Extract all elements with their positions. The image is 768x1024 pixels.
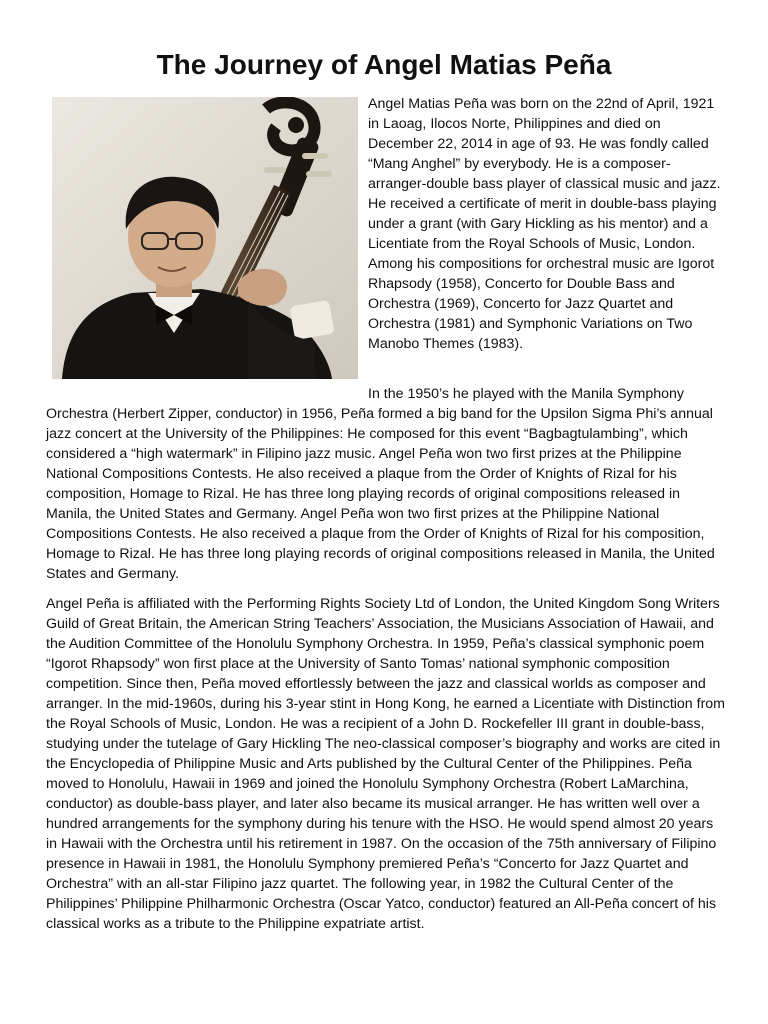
paragraph-intro: Angel Matias Peña was born on the 22nd of April, 1921 in Laoag, Ilocos Norte, Philippines and died on December 22, 2014 in age of 93. He was fondly called “Mang Anghel” by everybody. He is a composer-arranger-double bass player of classical music and jazz. He received a certificate of merit in double-bass playing under a grant (with Gary Hickling as his mentor) and a Licentiate from the Royal Schools of Music, London. Among his compositions for orchestral music are Igorot Rhapsody (1958), Concerto for Double Bass and Orchestra (1969), Concerto for Jazz Quartet and Orchestra (1981) and Symphonic Variations on Two Manobo Themes (1983). bbox=[368, 96, 721, 352]
bass-player-illustration bbox=[52, 97, 358, 379]
page-title: The Journey of Angel Matias Peña bbox=[156, 49, 612, 80]
portrait-photo bbox=[52, 97, 358, 379]
paragraph-affiliations: Angel Peña is affiliated with the Performing Rights Society Ltd of London, the United Kingdom Song Writers Guild of Great Britain, the American String Teachers’ Association, the Musicians Association of Hawaii, and the Audition Committee of the Honolulu Symphony Orchestra. In 1959, Peña’s classical symphonic poem “Igorot Rhapsody” won first place at the University of Santo Tomas’ national symphonic composition competition. Since then, Peña moved effortlessly between the jazz and classical worlds as composer and arranger. In the mid-1960s, during his 3-year stint in Hong Kong, he earned a Licentiate with Distinction from the Royal Schools of Music, London. He was a recipient of a John D. Rockefeller III grant in double-bass, studying under the tutelage of Gary Hickling The neo-classical composer’s biography and works are cited in the Encyclopedia of Philippine Music and Arts published by the Cultural Center of the Philippines. Peña moved to Honolulu, Hawaii in 1969 and joined the Honolulu Symphony Orchestra (Robert LaMarchina, conductor) as double-bass player, and later also became its musical arranger. He has written well over a hundred arrangements for the symphony during his tenure with the HSO. He would spend almost 20 years in Hawaii with the Orchestra until his retirement in 1987. On the occasion of the 75th anniversary of Filipino presence in Hawaii in 1981, the Honolulu Symphony premiered Peña’s “Concerto for Jazz Quartet and Orchestra” with an all-star Filipino jazz quartet. The following year, in 1982 the Cultural Center of the Philippines’ Philippine Philharmonic Orchestra (Oscar Yatco, conductor) featured an All-Peña concert of his classical works as a tribute to the Philippine expatriate artist. bbox=[46, 596, 726, 932]
paragraph-career: In the 1950’s he played with the Manila Symphony Orchestra (Herbert Zipper, conductor) in 1956, Peña formed a big band for the Upsilon Sigma Phi’s annual jazz concert at the University of the Philippines: He composed for this event “Bagbagtulambing”, which considered a “high watermark” in Filipino jazz music. Angel Peña won two first prizes at the Philippine National Compositions Contests. He also received a plaque from the Order of Knights of Rizal for his composition, Homage to Rizal. He has three long playing records of original compositions released in Manila, the United States and Germany. Angel Peña won two first prizes at the Philippine National Compositions Contests. He also received a plaque from the Order of Knights of Rizal for his composition, Homage to Rizal. He has three long playing records of original compositions released in Manila, the United States and Germany. bbox=[46, 386, 715, 582]
